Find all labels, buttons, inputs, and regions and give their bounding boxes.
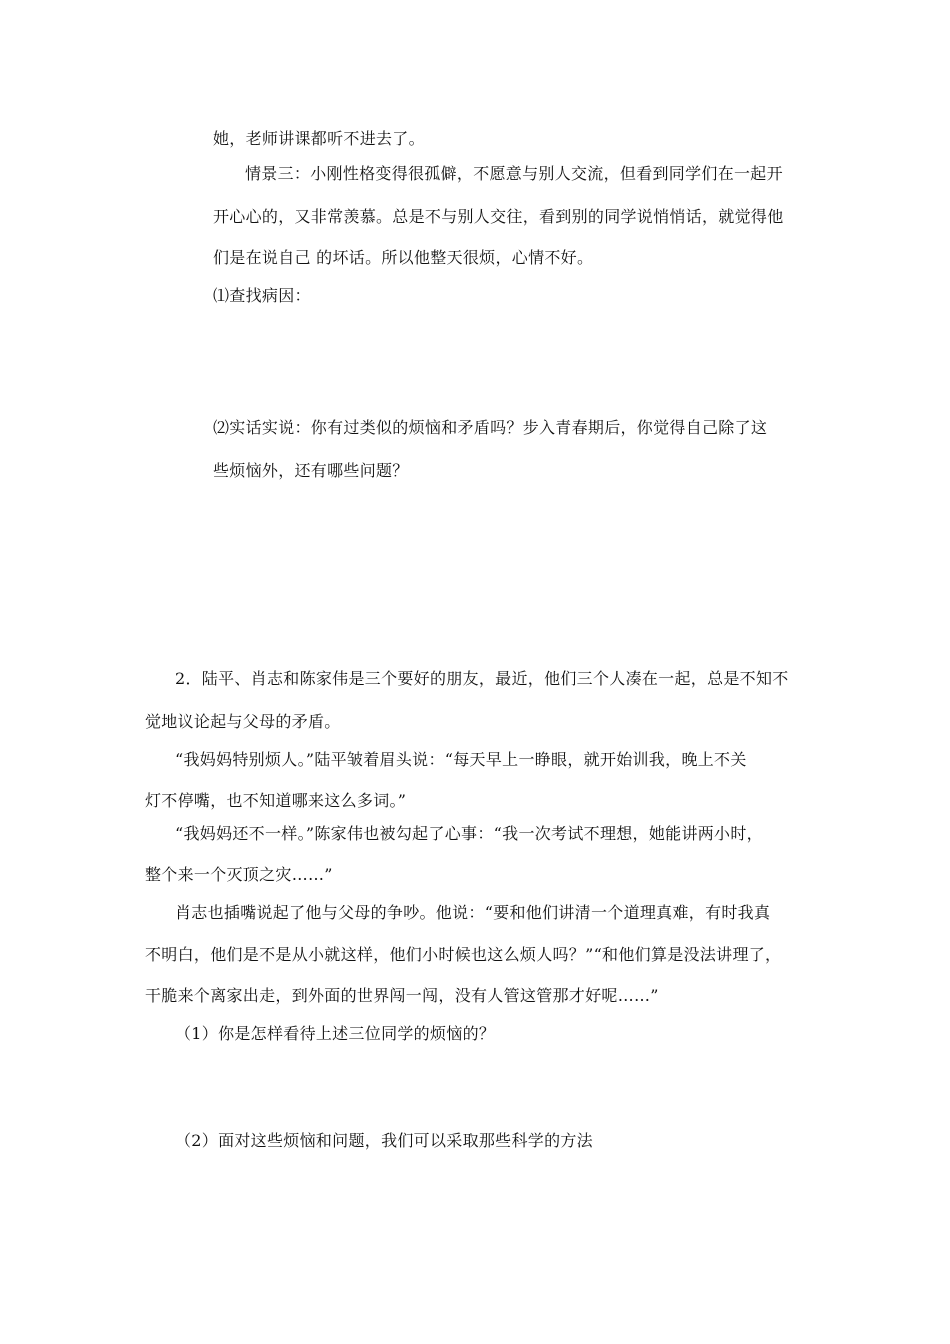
problem2-intro-line1: 2．陆平、肖志和陈家伟是三个要好的朋友，最近，他们三个人凑在一起，总是不知不: [175, 669, 789, 688]
problem2-intro-line2: 觉地议论起与父母的矛盾。: [145, 712, 341, 731]
question-find-cause: ⑴查找病因：: [213, 286, 311, 305]
scenario-continued-line: 她，老师讲课都听不进去了。: [213, 129, 425, 148]
scenario3-line3: 们是在说自己 的坏话。所以他整天很烦，心情不好。: [213, 248, 594, 267]
question-talk-line1: ⑵实话实说：你有过类似的烦恼和矛盾吗？步入青春期后，你觉得自己除了这: [213, 418, 768, 437]
scenario3-line1: 情景三：小刚性格变得很孤僻，不愿意与别人交流，但看到同学们在一起开: [245, 164, 783, 183]
problem2-question1: （1）你是怎样看待上述三位同学的烦恼的？: [175, 1024, 496, 1043]
lu-ping-quote-line2: 灯不停嘴，也不知道哪来这么多词。”: [145, 791, 407, 810]
problem2-question2: （2）面对这些烦恼和问题，我们可以采取那些科学的方法: [175, 1131, 593, 1150]
question-talk-line2: 些烦恼外，还有哪些问题？: [213, 461, 409, 480]
lu-ping-quote-line1: “我妈妈特别烦人。”陆平皱着眉头说：“每天早上一睁眼，就开始训我，晚上不关: [175, 750, 747, 769]
xiao-zhi-quote-line2: 不明白，他们是不是从小就这样，他们小时候也这么烦人吗？”“和他们算是没法讲理了，: [145, 945, 782, 964]
chen-jiawei-quote-line2: 整个来一个灭顶之灾……”: [145, 865, 333, 884]
xiao-zhi-quote-line1: 肖志也插嘴说起了他与父母的争吵。他说：“要和他们讲清一个道理真难，有时我真: [175, 903, 771, 922]
scenario3-line2: 开心心的，又非常羡慕。总是不与别人交往，看到别的同学说悄悄话，就觉得他: [213, 207, 784, 226]
chen-jiawei-quote-line1: “我妈妈还不一样。”陈家伟也被勾起了心事：“我一次考试不理想，她能讲两小时，: [175, 824, 763, 843]
xiao-zhi-quote-line3: 干脆来个离家出走，到外面的世界闯一闯，没有人管这管那才好呢……”: [145, 986, 659, 1005]
